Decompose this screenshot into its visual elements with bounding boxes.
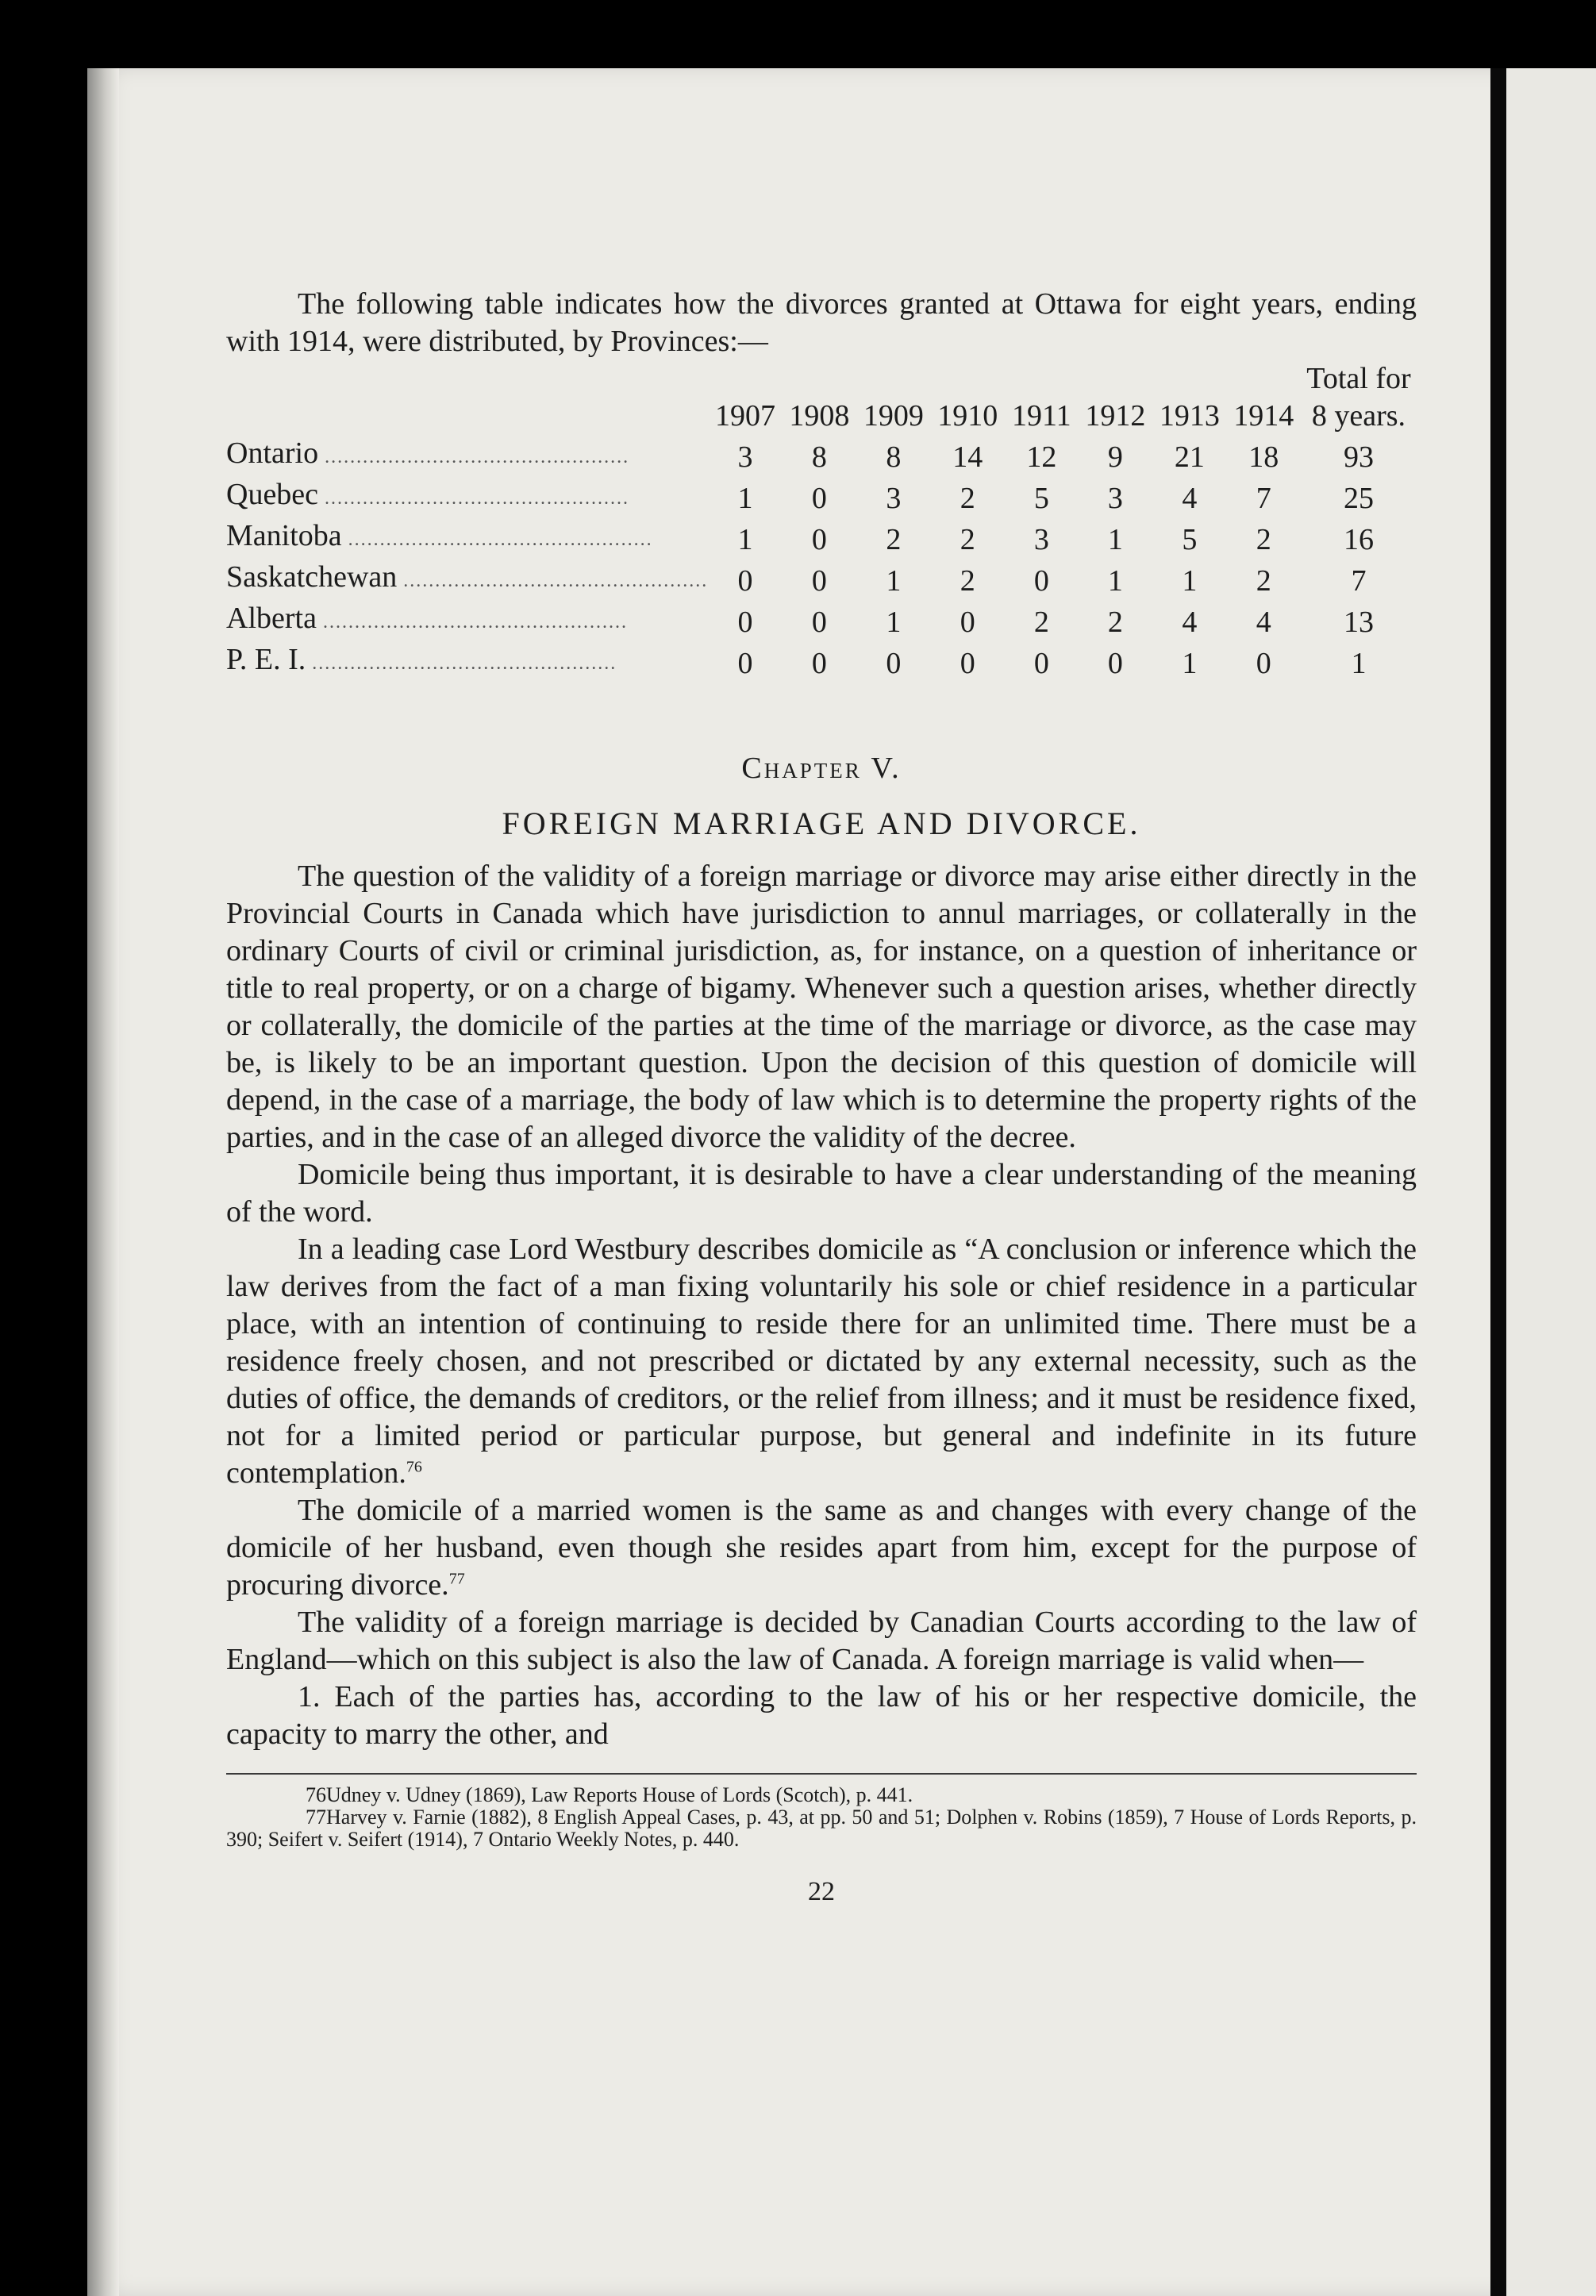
body-paragraph-married-woman: The domicile of a married women is the same as and changes with every change of the domicile of her husband, even though she resides apart from him, except for the purpose of procuring divorce.$^{77}$ (226, 1494, 1417, 1602)
value-cell: 9 (1107, 440, 1123, 474)
footnote: 77Harvey v. Farnie (1882), 8 English Appeal Cases, p. 43, at pp. 50 and 51; Dolphen v. Robins (1859), 7 House of Lords Reports, p. 390; Seifert v. Seifert (1914), 7 Ontario Weekly Notes, p. 440. (226, 1806, 1417, 1851)
value-cell: 0 (811, 482, 827, 515)
value-cell: 5 (1033, 482, 1049, 515)
table-row (226, 559, 1417, 600)
total-cell: 1 (1351, 647, 1367, 680)
value-cell: 1 (737, 523, 753, 556)
leader-dots: ................................................ (306, 653, 617, 674)
year-header: 1911 (1012, 399, 1071, 433)
footnote-ref: 77 (448, 1570, 465, 1588)
table-row (226, 641, 1417, 683)
value-cell: 0 (960, 647, 975, 680)
province-cell: P. E. I. ................................................ (226, 643, 617, 676)
value-cell: 2 (960, 564, 975, 598)
leader-dots: ................................................ (318, 488, 630, 509)
province-cell: Saskatchewan ................................................ (226, 560, 709, 594)
year-header: 1912 (1085, 399, 1146, 433)
value-cell: 3 (1033, 523, 1049, 556)
province-cell: Quebec ................................................ (226, 478, 630, 511)
total-cell: 16 (1343, 523, 1374, 556)
value-cell: 0 (811, 523, 827, 556)
body-paragraph: The question of the validity of a foreign marriage or divorce may arise either directly in the Provincial Courts in Canada which have jurisdiction to annul marriages, or collaterally in the ordinary Courts of civil or criminal jurisdiction, as, for instance, on a question of inheritance or title to real property, or on a charge of bigamy. Whenever such a question arises, whether directly or collaterally, the domicile of the parties at the time of the marriage or divorce, as the case may be, is likely to be an important question. Upon the decision of this question of domicile will depend, in the case of a marriage, the body of law which is to determine the property rights of the parties, and in the case of an alleged divorce the validity of the decree. (226, 860, 1417, 1154)
value-cell: 0 (1033, 564, 1049, 598)
value-cell: 12 (1026, 440, 1057, 474)
total-cell: 25 (1343, 482, 1374, 515)
value-cell: 7 (1256, 482, 1271, 515)
value-cell: 1 (1182, 564, 1198, 598)
total-header-line1: Total for (1306, 362, 1411, 395)
province-cell: Alberta ................................................ (226, 602, 628, 635)
leader-dots: ................................................ (316, 612, 628, 633)
value-cell: 0 (811, 564, 827, 598)
page-content (226, 286, 1417, 1910)
value-cell: 0 (1256, 647, 1271, 680)
total-cell: 93 (1343, 440, 1374, 474)
divorce-table (226, 360, 1417, 683)
value-cell: 1 (1107, 564, 1123, 598)
table-row (226, 435, 1417, 476)
body-paragraph: Domicile being thus important, it is desirable to have a clear understanding of the meaning of the word. (226, 1158, 1417, 1229)
adjacent-page-edge (1506, 68, 1596, 2296)
value-cell: 8 (886, 440, 902, 474)
page-gutter (1490, 68, 1506, 2296)
province-cell: Ontario ................................................ (226, 437, 630, 470)
value-cell: 21 (1174, 440, 1205, 474)
table-row (226, 600, 1417, 641)
table-intro: The following table indicates how the divorces granted at Ottawa for eight years, ending with 1914, were distributed, by Provinces:— (226, 287, 1417, 358)
total-header-line2: 8 years. (1311, 399, 1406, 433)
value-cell: 0 (1033, 647, 1049, 680)
year-header: 1907 (714, 399, 775, 433)
value-cell: 2 (1256, 564, 1271, 598)
value-cell: 2 (960, 523, 975, 556)
table-year-header-row (226, 398, 1417, 435)
value-cell: 2 (960, 482, 975, 515)
value-cell: 0 (737, 606, 753, 639)
value-cell: 1 (886, 564, 902, 598)
year-header: 1913 (1159, 399, 1220, 433)
value-cell: 0 (886, 647, 902, 680)
value-cell: 4 (1182, 606, 1198, 639)
value-cell: 14 (952, 440, 983, 474)
leader-dots: ................................................ (341, 529, 653, 550)
value-cell: 4 (1182, 482, 1198, 515)
value-cell: 1 (1107, 523, 1123, 556)
total-cell: 7 (1351, 564, 1367, 598)
value-cell: 2 (886, 523, 902, 556)
table-row (226, 476, 1417, 517)
value-cell: 2 (1256, 523, 1271, 556)
footnote-ref: 76 (406, 1458, 422, 1476)
chapter-number: Chapter V. (741, 752, 902, 785)
footnote: 76Udney v. Udney (1869), Law Reports House of Lords (Scotch), p. 441. (306, 1783, 913, 1806)
total-cell: 13 (1343, 606, 1374, 639)
value-cell: 0 (811, 647, 827, 680)
province-cell: Manitoba ................................................ (226, 519, 653, 552)
value-cell: 3 (886, 482, 902, 515)
chapter-title: FOREIGN MARRIAGE AND DIVORCE. (502, 806, 1141, 841)
value-cell: 0 (811, 606, 827, 639)
value-cell: 0 (737, 564, 753, 598)
value-cell: 0 (960, 606, 975, 639)
value-cell: 4 (1256, 606, 1271, 639)
value-cell: 2 (1033, 606, 1049, 639)
enumerated-condition: 1. Each of the parties has, according to the law of his or her respective domicile, the capacity to marry the other, and (226, 1680, 1417, 1751)
value-cell: 1 (886, 606, 902, 639)
value-cell: 1 (737, 482, 753, 515)
leader-dots: ................................................ (397, 571, 709, 591)
value-cell: 8 (811, 440, 827, 474)
year-header: 1910 (937, 399, 998, 433)
page-binding-shadow (87, 68, 119, 2296)
year-header: 1914 (1233, 399, 1294, 433)
body-paragraph: The validity of a foreign marriage is decided by Canadian Courts according to the law of England—which on this subject is also the law of Canada. A foreign marriage is valid when— (226, 1606, 1417, 1676)
value-cell: 5 (1182, 523, 1198, 556)
value-cell: 1 (1182, 647, 1198, 680)
footnotes (226, 1773, 1417, 1851)
value-cell: 3 (1107, 482, 1123, 515)
value-cell: 2 (1107, 606, 1123, 639)
table-total-header-row (226, 360, 1417, 398)
year-header: 1908 (789, 399, 850, 433)
value-cell: 0 (1107, 647, 1123, 680)
table-row (226, 517, 1417, 559)
value-cell: 18 (1248, 440, 1279, 474)
page-number: 22 (808, 1877, 835, 1906)
year-header: 1909 (863, 399, 924, 433)
leader-dots: ................................................ (318, 447, 630, 467)
value-cell: 0 (737, 647, 753, 680)
body-paragraph-westbury: In a leading case Lord Westbury describes domicile as “A conclusion or inference which the law derives from the fact of a man fixing voluntarily his sole or chief residence in a particular place, with an intention of continuing to reside there for an unlimited time. There must be a residence freely chosen, and not prescribed or dictated by any external necessity, such as the duties of office, the demands of creditors, or the relief from illness; and it must be residence fixed, not for a limited period or particular purpose, but general and indefinite in its future contemplation.$^{76}$ (226, 1233, 1417, 1490)
value-cell: 3 (737, 440, 753, 474)
